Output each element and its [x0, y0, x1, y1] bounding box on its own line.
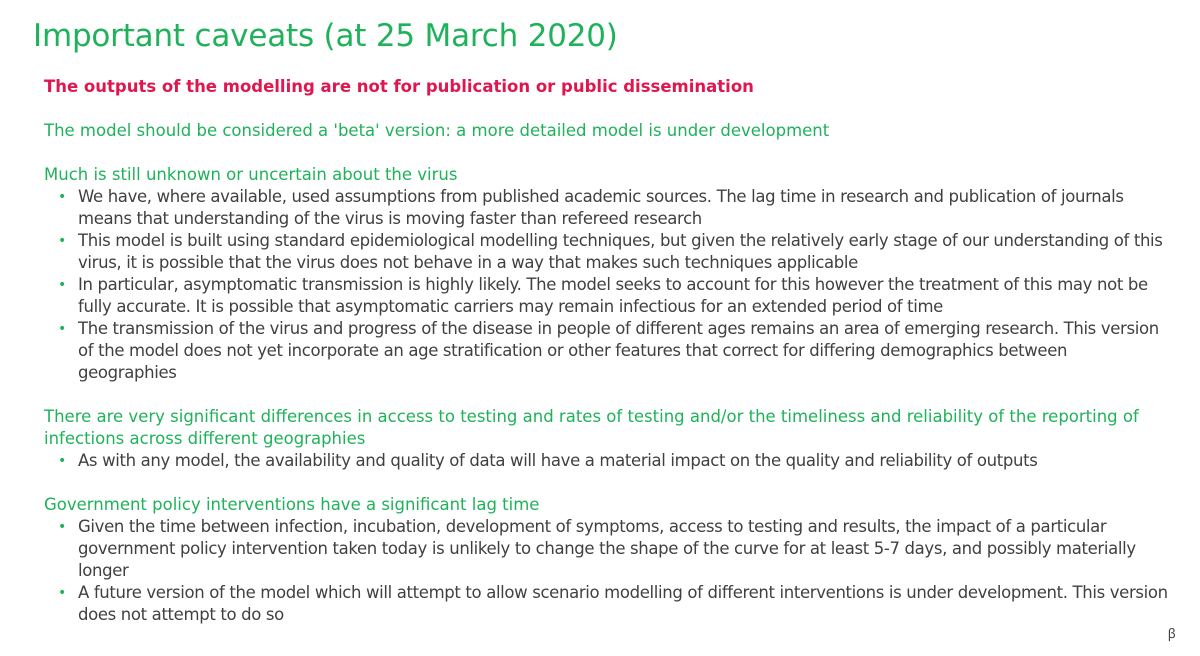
section-heading-beta: The model should be considered a 'beta' version: a more detailed model is under development — [44, 121, 830, 140]
bullet-text: The transmission of the virus and progress of the disease in people of different ages remains an area of emerging research. This version of the model does not yet incorporate an age stratification or other features that correct for differing demographics between geographies — [78, 319, 1159, 382]
bullet-icon: • — [58, 189, 66, 205]
section-heading-testing: There are very significant differences in access to testing and rates of testing and/or the timeliness and reliability of the reporting of infections across different geographies — [44, 407, 1139, 448]
list-item — [44, 450, 1170, 472]
bullet-text: Given the time between infection, incubation, development of symptoms, access to testing and results, the impact of a particular government policy intervention taken today is unlikely to change the shape of the curve for at least 5-7 days, and possibly materially longer — [78, 517, 1136, 580]
spacer — [44, 384, 1170, 406]
bullet-list-testing — [44, 450, 1170, 472]
page-title: Important caveats (at 25 March 2020) — [33, 18, 618, 54]
section-heading-unknowns: Much is still unknown or uncertain about the virus — [44, 165, 458, 184]
publication-warning: The outputs of the modelling are not for publication or public dissemination — [44, 77, 754, 96]
bullet-text: We have, where available, used assumptions from published academic sources. The lag time in research and publication of journals means that understanding of the virus is moving faster than refereed research — [78, 187, 1124, 228]
bullet-icon: • — [58, 519, 66, 535]
list-item — [44, 318, 1170, 384]
page-marker: ꞵ — [1167, 627, 1176, 642]
bullet-text: As with any model, the availability and quality of data will have a material impact on the quality and reliability of outputs — [78, 451, 1038, 470]
bullet-icon: • — [58, 321, 66, 337]
spacer — [44, 98, 1170, 120]
caveats-content — [44, 76, 1170, 626]
bullet-icon: • — [58, 585, 66, 601]
list-item — [44, 582, 1170, 626]
bullet-list-policy — [44, 516, 1170, 626]
list-item — [44, 274, 1170, 318]
bullet-text: A future version of the model which will attempt to allow scenario modelling of different interventions is under development. This version does not attempt to do so — [78, 583, 1168, 624]
bullet-icon: • — [58, 277, 66, 293]
section-heading-policy: Government policy interventions have a significant lag time — [44, 495, 540, 514]
list-item — [44, 186, 1170, 230]
bullet-icon: • — [58, 233, 66, 249]
bullet-text: This model is built using standard epidemiological modelling techniques, but given the relatively early stage of our understanding of this virus, it is possible that the virus does not behave in a way that makes such techniques applicable — [78, 231, 1163, 272]
spacer — [44, 472, 1170, 494]
spacer — [44, 142, 1170, 164]
bullet-icon: • — [58, 453, 66, 469]
list-item — [44, 230, 1170, 274]
bullet-text: In particular, asymptomatic transmission is highly likely. The model seeks to account for this however the treatment of this may not be fully accurate. It is possible that asymptomatic carriers may remain infectious for an extended period of time — [78, 275, 1148, 316]
list-item — [44, 516, 1170, 582]
bullet-list-unknowns — [44, 186, 1170, 384]
